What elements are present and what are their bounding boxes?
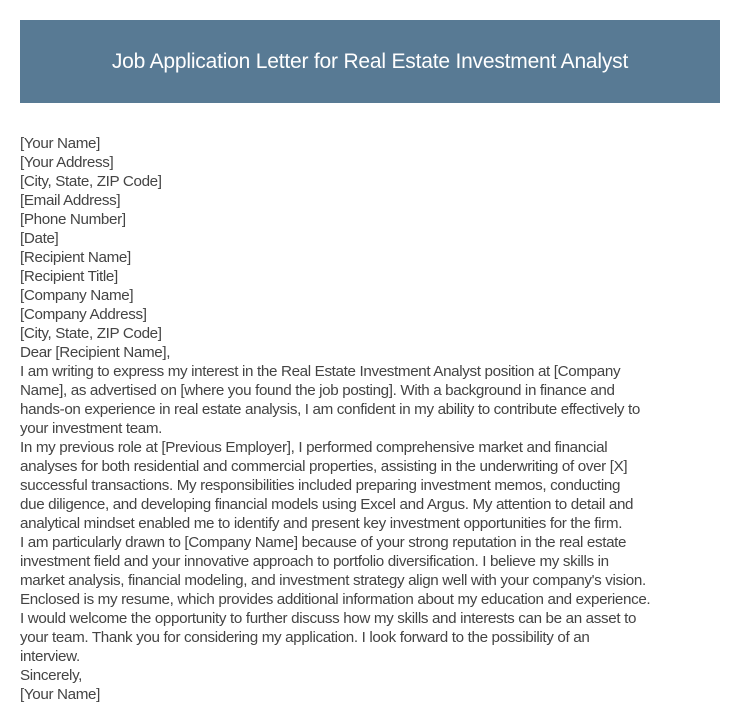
sender-email: [Email Address] xyxy=(20,192,121,209)
paragraph-line: hands-on experience in real estate analysis, I am confident in my ability to contribute effectively to xyxy=(20,401,640,418)
sender-block xyxy=(20,134,732,229)
paragraph-line: In my previous role at [Previous Employer], I performed comprehensive market and financial xyxy=(20,439,608,456)
paragraph-line: I would welcome the opportunity to further discuss how my skills and interests can be an asset to xyxy=(20,610,637,627)
paragraph-line: due diligence, and developing financial models using Excel and Argus. My attention to detail and xyxy=(20,496,634,513)
letter-date: [Date] xyxy=(20,230,59,247)
paragraph-line: Name], as advertised on [where you found the job posting]. With a background in finance and xyxy=(20,382,615,399)
paragraph-line: Enclosed is my resume, which provides additional information about my education and experience. xyxy=(20,591,651,608)
paragraph-line: I am particularly drawn to [Company Name] because of your strong reputation in the real estate xyxy=(20,534,627,551)
recipient-name: [Recipient Name] xyxy=(20,249,131,266)
recipient-title: [Recipient Title] xyxy=(20,268,118,285)
sender-address: [Your Address] xyxy=(20,154,114,171)
letter-body xyxy=(20,134,732,704)
salutation: Dear [Recipient Name], xyxy=(20,344,171,361)
paragraph-experience xyxy=(20,438,732,533)
sender-phone: [Phone Number] xyxy=(20,211,126,228)
page-header xyxy=(20,20,720,103)
sender-name: [Your Name] xyxy=(20,135,101,152)
paragraph-line: interview. xyxy=(20,648,80,665)
paragraph-line: analyses for both residential and commercial properties, assisting in the underwriting of over [X] xyxy=(20,458,628,475)
recipient-block xyxy=(20,248,732,343)
closing: Sincerely, xyxy=(20,667,83,684)
sender-city-state-zip: [City, State, ZIP Code] xyxy=(20,173,162,190)
paragraph-line: market analysis, financial modeling, and investment strategy align well with your company's vision. xyxy=(20,572,646,589)
paragraph-line: successful transactions. My responsibilities included preparing investment memos, conducting xyxy=(20,477,621,494)
recipient-company: [Company Name] xyxy=(20,287,134,304)
paragraph-line: your investment team. xyxy=(20,420,163,437)
paragraph-line: your team. Thank you for considering my application. I look forward to the possibility of an xyxy=(20,629,590,646)
recipient-company-address: [Company Address] xyxy=(20,306,147,323)
page-title: Job Application Letter for Real Estate Investment Analyst xyxy=(111,49,629,73)
signature: [Your Name] xyxy=(20,686,101,703)
paragraph-enclosure xyxy=(20,590,732,609)
paragraph-line: I am writing to express my interest in the Real Estate Investment Analyst position at [Company xyxy=(20,363,621,380)
paragraph-closing xyxy=(20,609,732,666)
paragraph-line: investment field and your innovative approach to portfolio diversification. I believe my skills in xyxy=(20,553,609,570)
recipient-city-state-zip: [City, State, ZIP Code] xyxy=(20,325,162,342)
paragraph-line: analytical mindset enabled me to identify and present key investment opportunities for the firm. xyxy=(20,515,623,532)
paragraph-intro xyxy=(20,362,732,438)
paragraph-motivation xyxy=(20,533,732,590)
